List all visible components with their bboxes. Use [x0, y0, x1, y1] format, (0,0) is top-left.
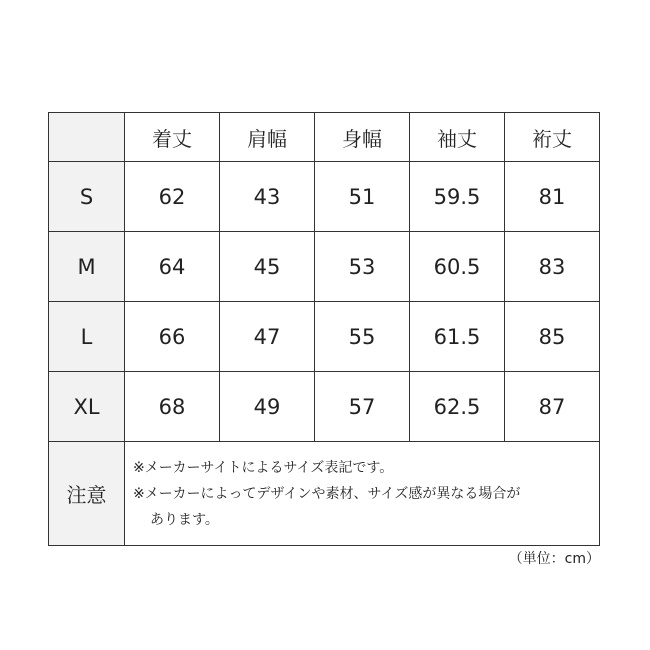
size-chart-table: [48, 112, 600, 546]
header-sleeve-length: 袖丈: [410, 113, 505, 162]
table-cell: 57: [315, 372, 410, 442]
table-cell: 49: [220, 372, 315, 442]
header-yuki-length: 裄丈: [505, 113, 600, 162]
header-shoulder-width: 肩幅: [220, 113, 315, 162]
notes-label: 注意: [49, 442, 125, 546]
note-line: ※メーカーサイトによるサイズ表記です。: [133, 459, 394, 476]
table-cell: 62.5: [410, 372, 505, 442]
header-corner-cell: [49, 113, 125, 162]
notes-row: [49, 442, 600, 546]
notes-text: [125, 442, 600, 546]
table-cell: 47: [220, 302, 315, 372]
unit-label: （単位：cm）: [508, 551, 600, 567]
note-line: あります。: [150, 511, 219, 528]
table-row-m: [49, 232, 600, 302]
size-label: XL: [49, 372, 125, 442]
table-cell: 66: [125, 302, 220, 372]
table-cell: 83: [505, 232, 600, 302]
size-label: L: [49, 302, 125, 372]
table-cell: 81: [505, 162, 600, 232]
table-cell: 51: [315, 162, 410, 232]
table-row-s: [49, 162, 600, 232]
header-row: [49, 113, 600, 162]
table-cell: 45: [220, 232, 315, 302]
table-cell: 64: [125, 232, 220, 302]
size-label: M: [49, 232, 125, 302]
size-label: S: [49, 162, 125, 232]
table-cell: 53: [315, 232, 410, 302]
header-body-width: 身幅: [315, 113, 410, 162]
table-cell: 87: [505, 372, 600, 442]
table-cell: 61.5: [410, 302, 505, 372]
table-cell: 68: [125, 372, 220, 442]
table-row-l: [49, 302, 600, 372]
note-line: ※メーカーによってデザインや素材、サイズ感が異なる場合が: [133, 485, 521, 502]
header-length: 着丈: [125, 113, 220, 162]
table-cell: 59.5: [410, 162, 505, 232]
table-cell: 85: [505, 302, 600, 372]
table-cell: 60.5: [410, 232, 505, 302]
table-row-xl: [49, 372, 600, 442]
table-cell: 43: [220, 162, 315, 232]
table-cell: 55: [315, 302, 410, 372]
table-cell: 62: [125, 162, 220, 232]
